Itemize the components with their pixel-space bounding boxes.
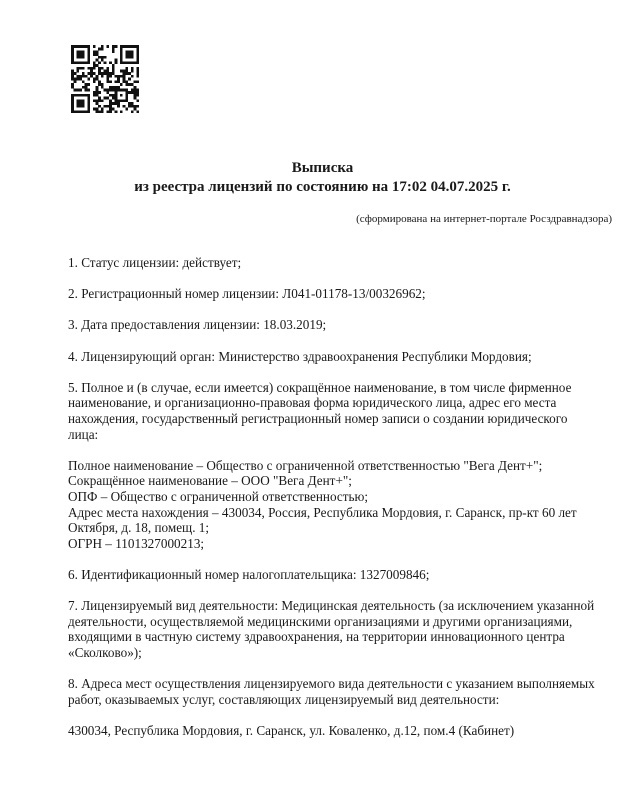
paragraph-6: Полное наименование – Общество с ограниченной ответственностью "Вега Дент+"; Сокращённое наименование – ООО "Вега Дент+"; ОПФ – Общество с ограниченной ответственностью; Адрес места нахождения – 430034, Россия, Республика Мордовия, г. Саранск, пр-кт 60 лет Октября, д. 18, помещ. 1; ОГРН – 1101327000213; (68, 457, 577, 551)
paragraph-8: 7. Лицензируемый вид деятельности: Медицинская деятельность (за исключением указанной деятельности, осуществляемой медицинскими организациями и другими организациями, входящими в частную систему здравоохранения, на территории инновационного центра «Сколково»); (68, 598, 595, 660)
title-line-2: из реестра лицензий по состоянию на 17:02 04.07.2025 г. (134, 179, 511, 195)
paragraph-5: 5. Полное и (в случае, если имеется) сокращённое наименование, в том числе фирменное наименование, и организационно-правовая форма юридического лица, адрес его места нахождения, государственный регистрационный номер записи о создании юридического лица: (68, 379, 572, 442)
document-title (68, 159, 577, 197)
document-subtitle: (сформирована на интернет-портале Росздравнадзора) (356, 213, 612, 225)
title-line-1: Выписка (291, 160, 354, 176)
paragraph-3: 3. Дата предоставления лицензии: 18.03.2019; (68, 317, 327, 333)
paragraphs (68, 255, 598, 738)
document-content (68, 0, 612, 738)
paragraph-4: 4. Лицензирующий орган: Министерство здравоохранения Республики Мордовия; (68, 348, 532, 364)
paragraph-7: 6. Идентификационный номер налогоплательщика: 1327009846; (68, 566, 430, 582)
paragraph-1: 1. Статус лицензии: действует; (68, 255, 242, 270)
paragraph-10: 430034, Республика Мордовия, г. Саранск, ул. Коваленко, д.12, пом.4 (Кабинет) (68, 722, 515, 738)
paragraph-9: 8. Адреса мест осуществления лицензируемого вида деятельности с указанием выполняемых работ, оказываемых услуг, составляющих лицензируемый вид деятельности: (68, 676, 595, 707)
paragraph-2: 2. Регистрационный номер лицензии: Л041-01178-13/00326962; (68, 286, 426, 302)
